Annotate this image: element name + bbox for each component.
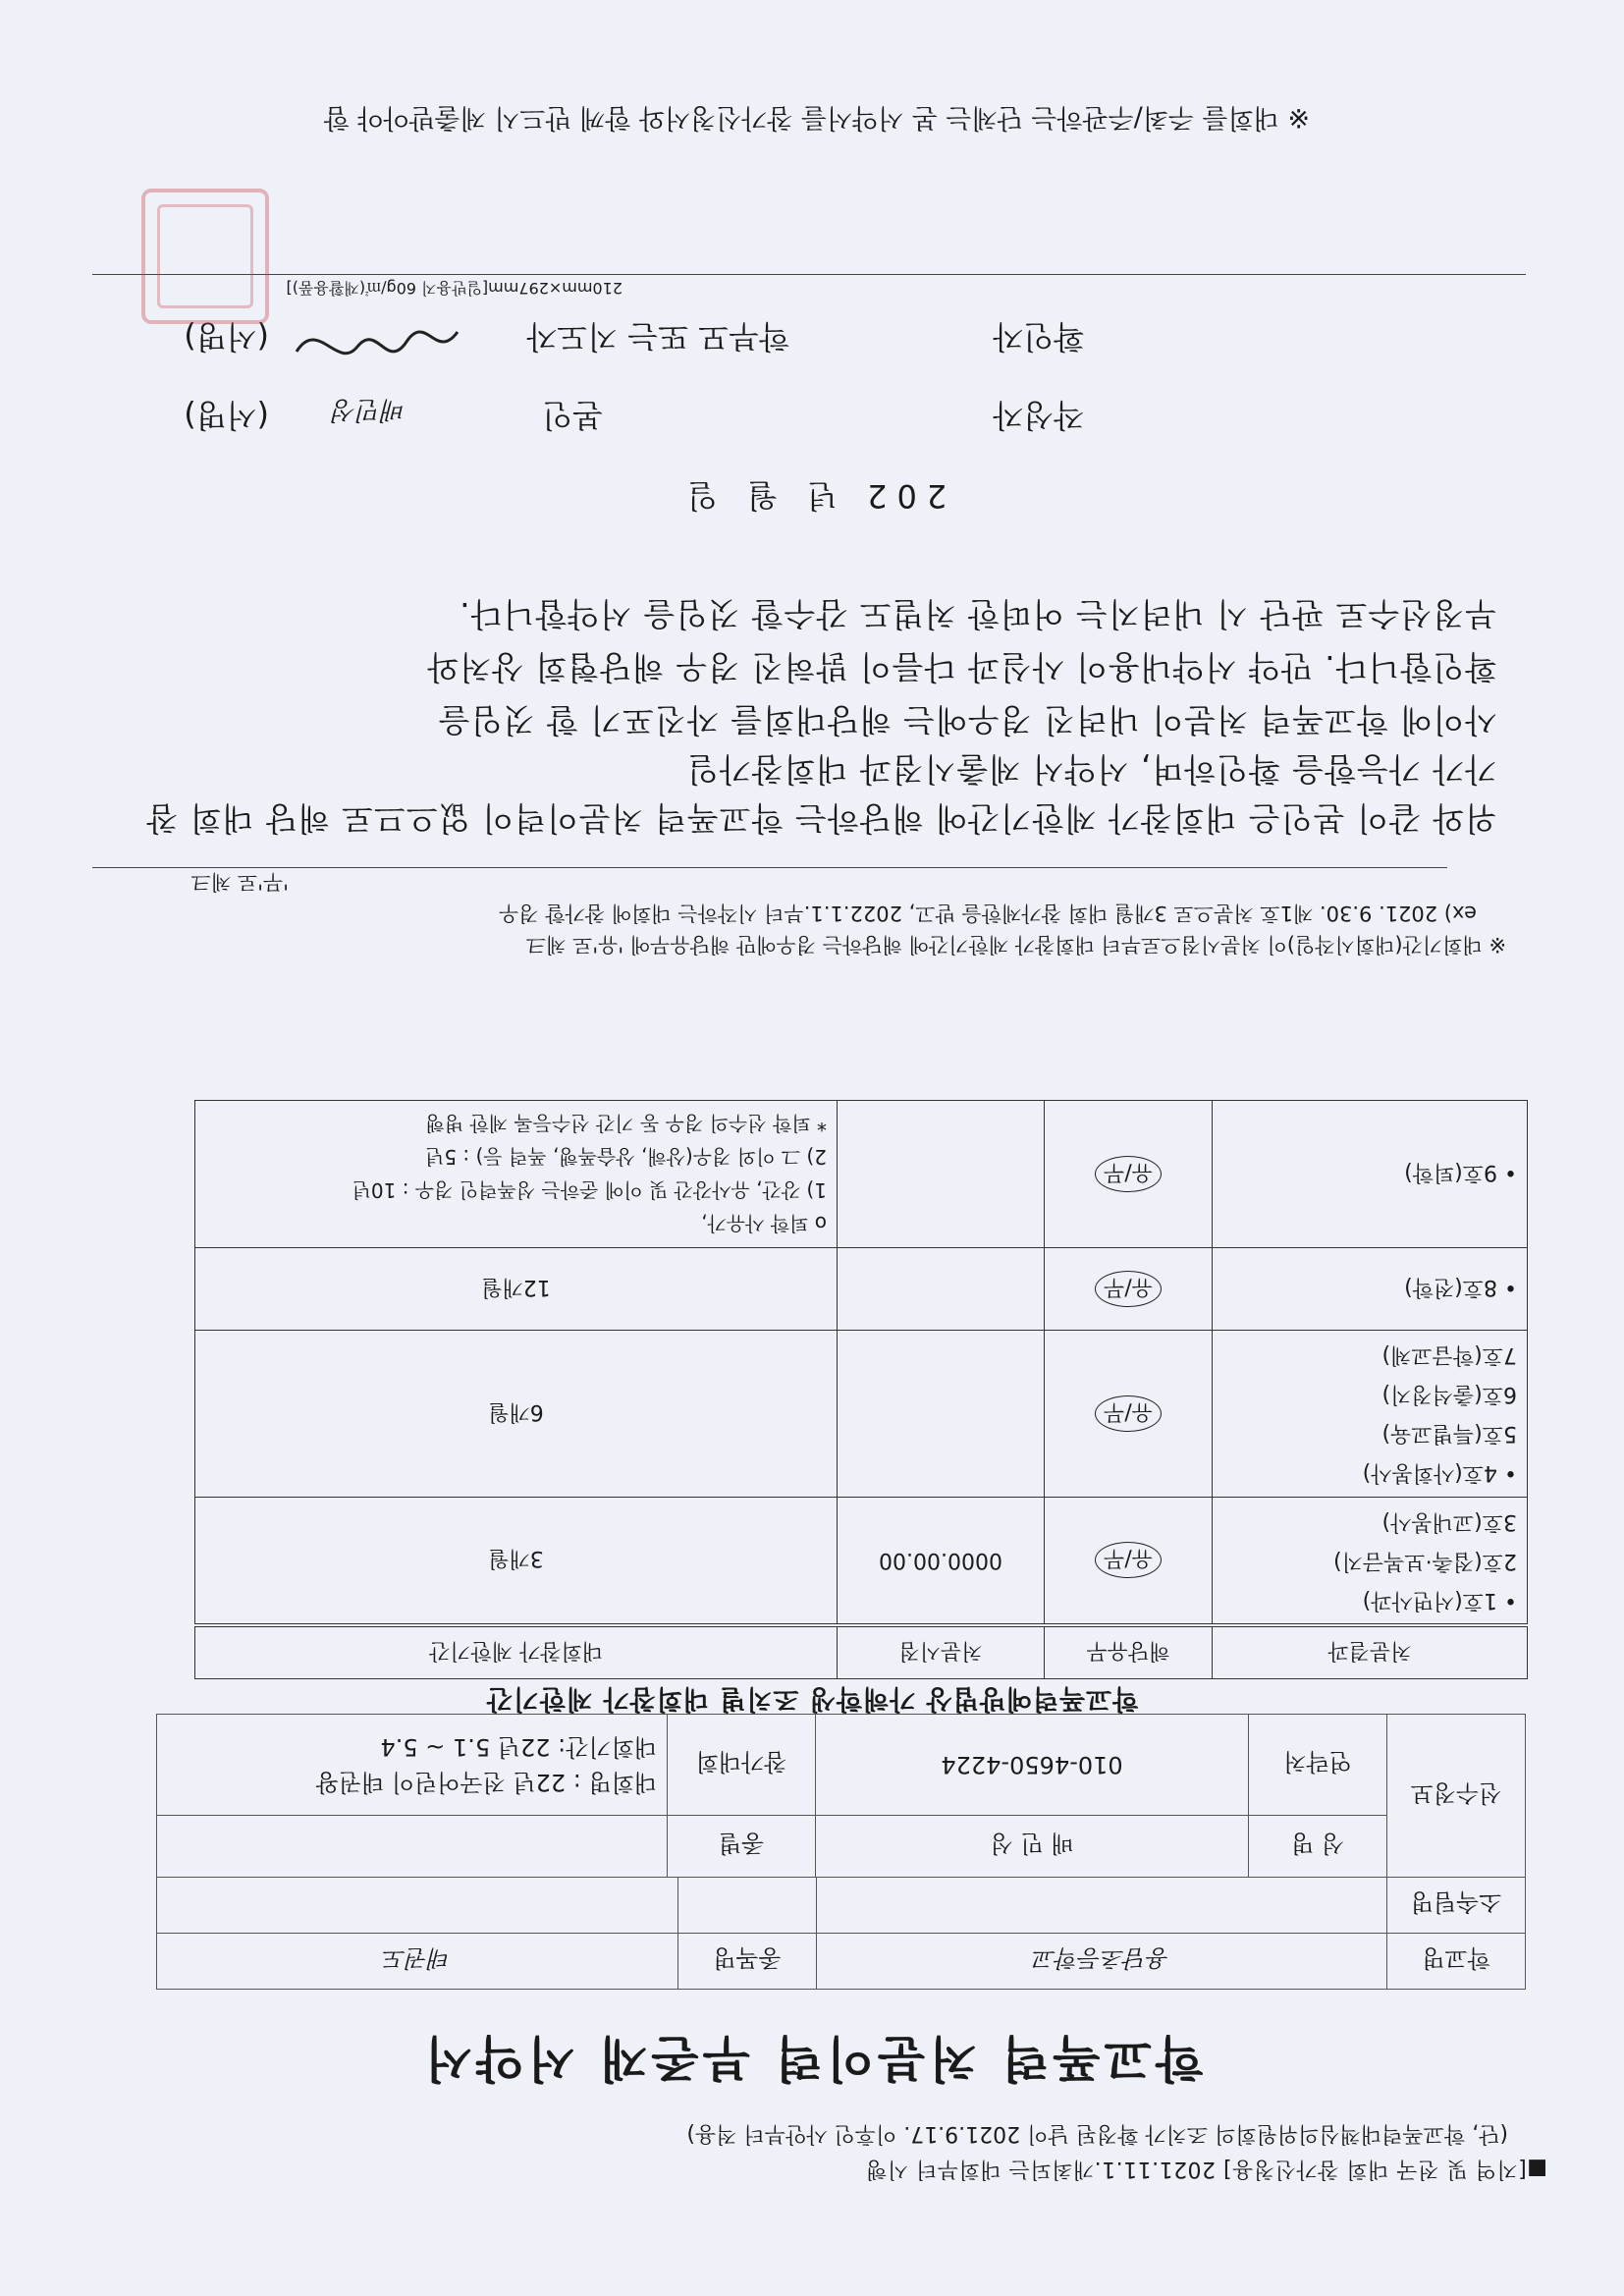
- player-label: 선수정보: [1387, 1715, 1526, 1878]
- header-note-line2: (단, 학교폭력대책심의위원회의 조치가 확정된 날이 2021.9.17. 이후인 사안부터 적용): [686, 2121, 1508, 2146]
- row-date: [838, 1331, 1045, 1498]
- info-table: [156, 1714, 1526, 1990]
- event-value: 태권도: [157, 1934, 678, 1990]
- period-value: 대회기간: 22년 5.1 ~ 5.4: [380, 1733, 657, 1761]
- col-applicable: 해당유무: [1045, 1625, 1213, 1679]
- row-limit: 12개월: [195, 1248, 838, 1331]
- row-date: [838, 1101, 1045, 1248]
- row-limit: o 퇴학 사유가, 1) 강간, 유사강간 및 이에 준하는 성폭력인 경우 : 10년 2) 그 이외 경우(상해, 상습폭행, 폭력 등) : 5년 * 퇴학 선수의 경우 동 기간 선수등록 제한 병행: [195, 1101, 838, 1248]
- team-value: [817, 1878, 1387, 1934]
- section-title: 학교폭력예방법상 가해학생 조치별 대회참가 제한기간: [485, 1683, 1139, 1714]
- row-limit: 3개월: [195, 1498, 838, 1626]
- table-note-line1: ※ 대회기간(대회시작일)이 처분시점으로부터 대회참가 제한기간에 해당하는 경우에만 해당유무에 '유'로 체크: [525, 933, 1506, 957]
- col-limit: 대회참가 제한기간: [195, 1625, 838, 1679]
- row-measure: • 9호(퇴학): [1213, 1101, 1528, 1248]
- footer-note: ※ 대회를 주최/주관하는 단체는 본 서약서를 참가신청서와 함께 반드시 제출받아야 함: [323, 102, 1310, 133]
- row-date: [838, 1248, 1045, 1331]
- school-value: 용담초등학교: [817, 1934, 1387, 1990]
- divider: [92, 867, 1447, 868]
- contact-value: 010-4650-4224: [816, 1715, 1249, 1816]
- seal-stamp: [141, 189, 269, 324]
- col-measure: 처분결과: [1213, 1625, 1528, 1679]
- name-label: 성 명: [1249, 1816, 1387, 1878]
- entry-value: 대회명 : 22년 전국어린이 태권왕: [315, 1769, 657, 1796]
- team-label: 소속팀명: [1387, 1878, 1526, 1934]
- paper-spec: 210mm×297mm[일반용지 60g/㎡(재활용품)]: [286, 279, 623, 298]
- pledge-line4: 부정선수로 판단 시 내려지는 어떠한 처벌도 감수할 것임을 서약합니다.: [459, 595, 1496, 633]
- row-date: 0000.00.00: [838, 1498, 1045, 1626]
- pledge-line2: 사이에 학교폭력 처분이 내려진 경우에는 해당대회를 자진포기 할 것임을: [437, 701, 1496, 739]
- row-limit: 6개월: [195, 1331, 838, 1498]
- name-value: 배 민 성: [816, 1816, 1249, 1878]
- pledge-line3: 확인합니다. 만약 서약내용이 사실과 다름이 밝혀진 경우 해당협회 상처와: [426, 648, 1496, 686]
- footer-divider: [92, 274, 1526, 275]
- row-measure: • 8호(전학): [1213, 1248, 1528, 1331]
- table-note-line2: ex) 2021. 9.30. 제1호 처분으로 3개월 대회 참가제한을 받고, 2022.1.1.부터 시작하는 대회에 참가할 경우: [499, 902, 1477, 925]
- school-label: 학교명: [1387, 1934, 1526, 1990]
- contact-label: 연락처: [1249, 1715, 1387, 1816]
- col-date: 처분시점: [838, 1625, 1045, 1679]
- event-label: 종목명: [678, 1934, 817, 1990]
- table-note-line3: '무'로 체크: [190, 870, 289, 894]
- applicable-mark: 유/무: [1095, 1156, 1162, 1192]
- confirm-role: 학부모 또는 지도자: [526, 318, 789, 355]
- applicable-mark: 유/무: [1095, 1543, 1162, 1579]
- header-note-line1: ■[지역 및 전국 대회 참가신청용] 2021.11.1.개최되는 대회부터 시행: [865, 2157, 1547, 2181]
- pledge-line1: 위와 같이 본인은 대회참가 제한기간에 해당하는 학교폭력 처분이력이 없으므로 해당 대회 참가가 가능함을 확인하며, 서약서 제출시점과 대회참가일: [145, 750, 1496, 838]
- writer-label: 작성자: [993, 397, 1084, 434]
- writer-role: 본인: [542, 397, 603, 434]
- document-title: 학교폭력 처분이력 부존재 서약서: [420, 2030, 1204, 2087]
- applicable-mark: 유/무: [1095, 1271, 1162, 1307]
- handwritten-signature: [289, 302, 465, 371]
- restriction-table: [194, 1100, 1528, 1679]
- applicable-mark: 유/무: [1095, 1395, 1162, 1432]
- entry-label: 참가대회: [668, 1715, 816, 1816]
- row-measure: • 1호(서면사과) 2호(접촉·보복금지) 3호(교내봉사): [1213, 1498, 1528, 1626]
- gender-label: 종별: [668, 1816, 816, 1878]
- date-line: 202 년 월 일: [677, 477, 947, 515]
- writer-sign-mark: (서명): [184, 397, 269, 434]
- writer-name: 배민성: [332, 395, 406, 424]
- confirm-label: 확인자: [993, 318, 1084, 355]
- row-measure: • 4호(사회봉사) 5호(특별교육) 6호(출석정지) 7호(학급교체): [1213, 1331, 1528, 1498]
- confirm-sign-mark: (서명): [184, 318, 269, 355]
